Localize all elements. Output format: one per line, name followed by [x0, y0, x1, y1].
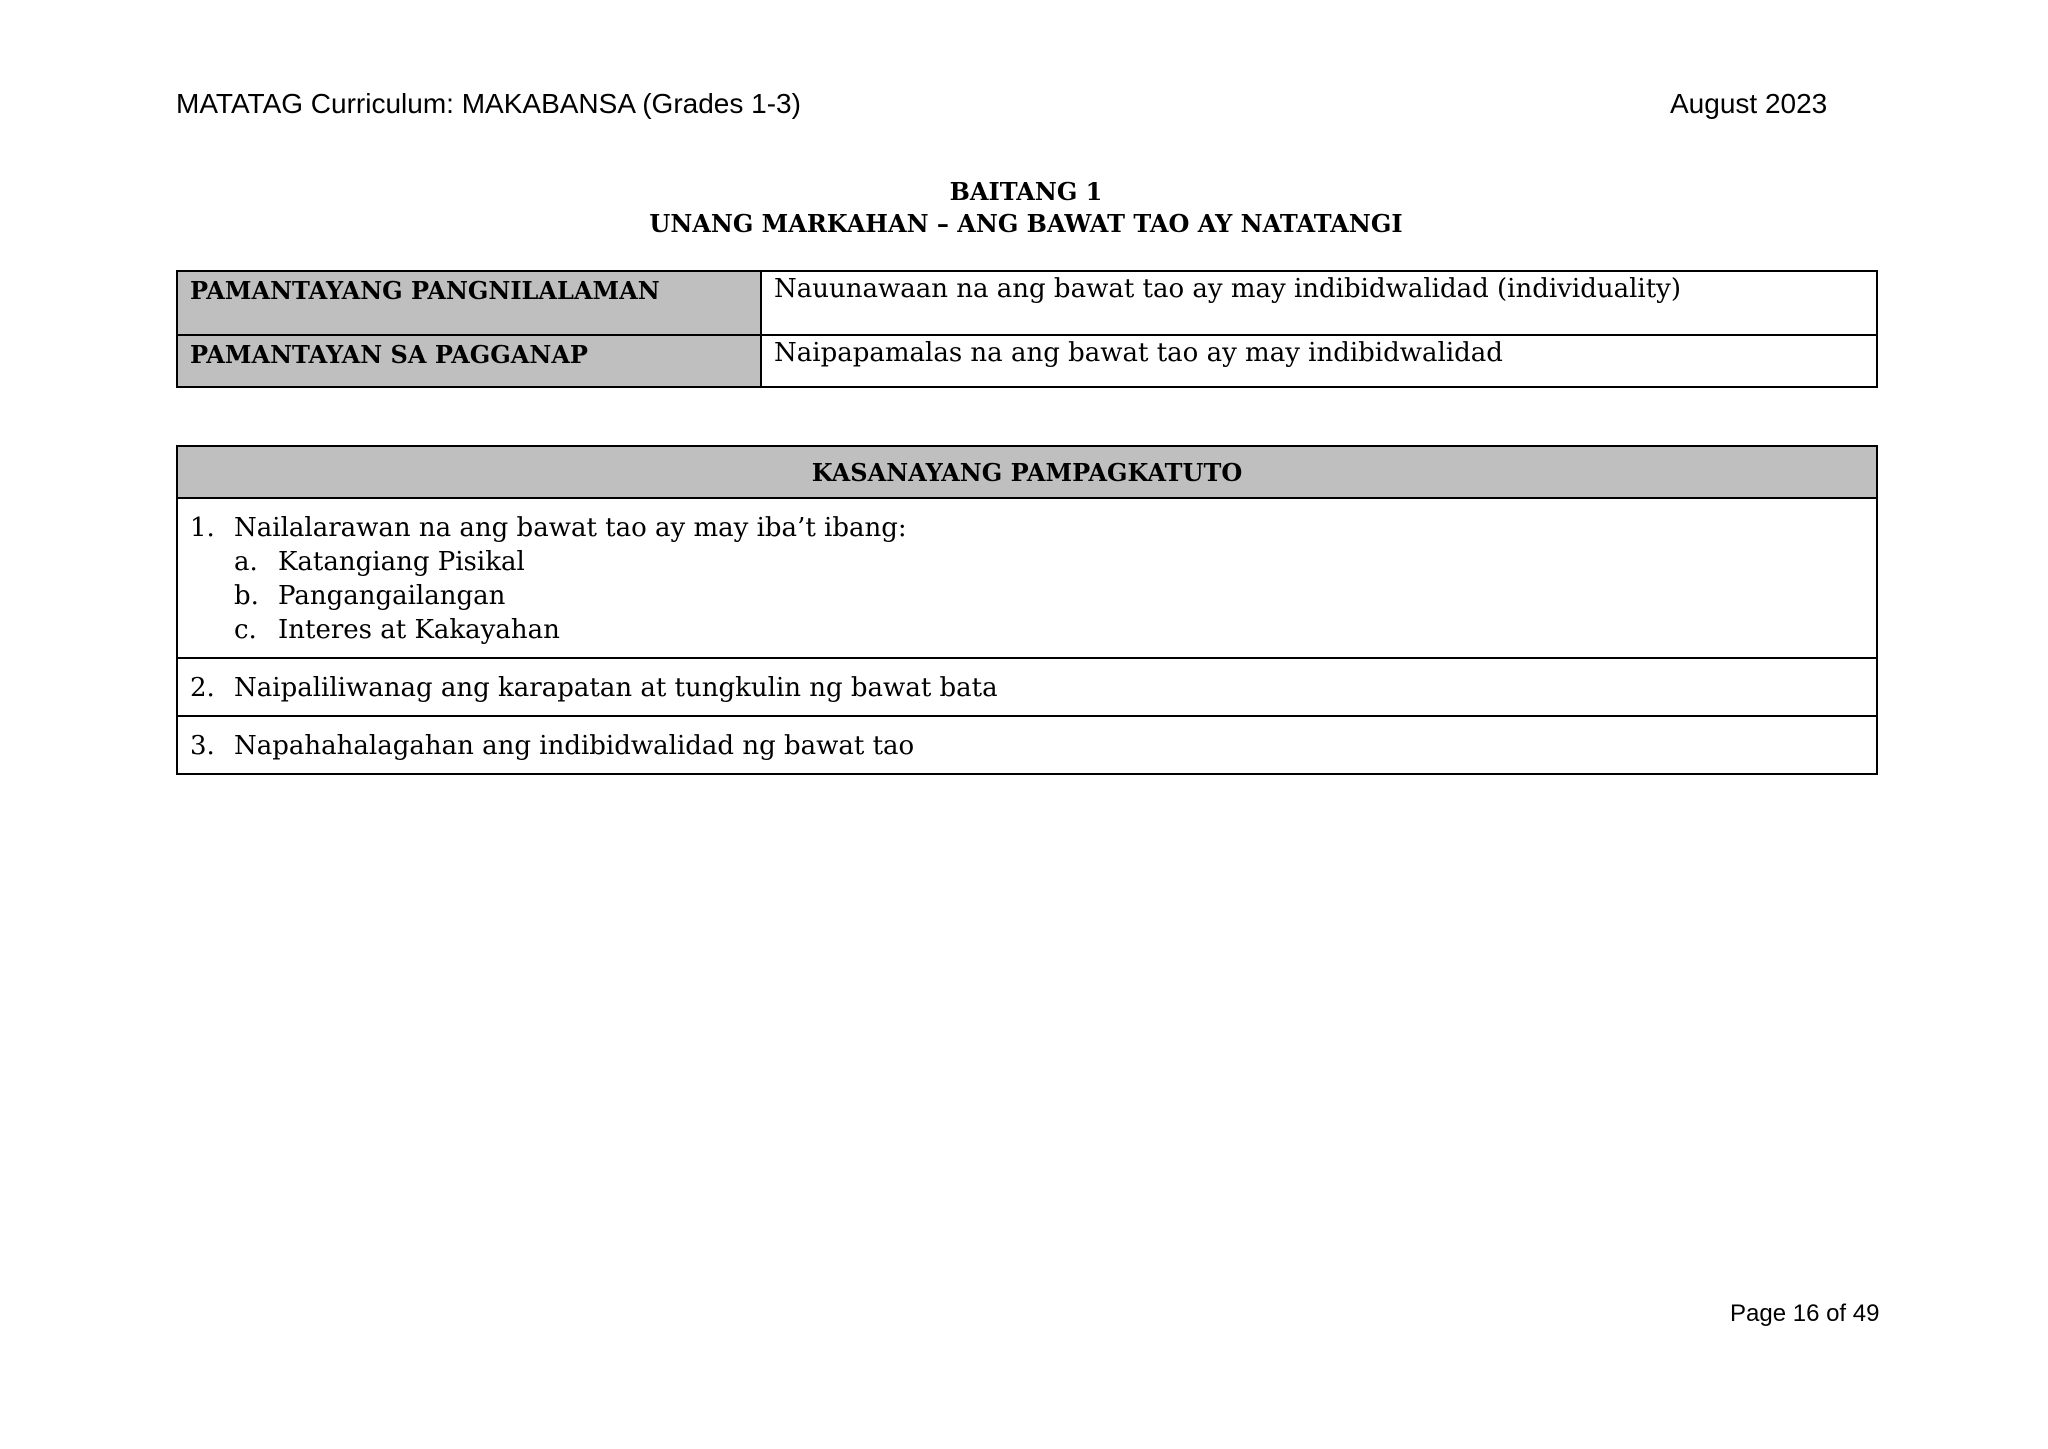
list-item — [190, 671, 1864, 705]
item-number: 3. — [190, 731, 215, 761]
sub-item-text: Katangiang Pisikal — [278, 547, 525, 577]
competency-cell-1 — [177, 498, 1877, 658]
content-standard-label: PAMANTAYANG PANGNILALAMAN — [177, 271, 761, 335]
item-number: 1. — [190, 513, 215, 543]
grade-title: BAITANG 1 — [949, 177, 1103, 206]
table-row — [177, 716, 1877, 774]
table-header-row — [177, 446, 1877, 498]
sub-list-item — [234, 545, 1864, 579]
page-number: Page 16 of 49 — [1730, 1300, 1880, 1327]
table-row — [177, 658, 1877, 716]
document-header-date: August 2023 — [1670, 88, 1828, 119]
item-number: 2. — [190, 673, 215, 703]
competencies-heading: KASANAYANG PAMPAGKATUTO — [177, 446, 1877, 498]
quarter-title: UNANG MARKAHAN – ANG BAWAT TAO AY NATATANGI — [649, 209, 1403, 238]
table-row — [177, 271, 1877, 335]
sub-list — [234, 545, 1864, 647]
list-item — [190, 729, 1864, 763]
sub-item-letter: c. — [234, 615, 257, 645]
competencies-table — [176, 445, 1878, 775]
content-standard-value: Nauunawaan na ang bawat tao ay may indibidwalidad (individuality) — [761, 271, 1877, 335]
sub-item-letter: a. — [234, 547, 258, 577]
sub-item-letter: b. — [234, 581, 259, 611]
competency-cell-3 — [177, 716, 1877, 774]
list-item — [190, 511, 1864, 545]
table-row — [177, 498, 1877, 658]
table-row — [177, 335, 1877, 387]
competency-cell-2 — [177, 658, 1877, 716]
item-text: Nailalarawan na ang bawat tao ay may iba’t ibang: — [234, 513, 907, 543]
sub-item-text: Pangangailangan — [278, 581, 506, 611]
sub-list-item — [234, 613, 1864, 647]
standards-table — [176, 270, 1878, 388]
sub-list-item — [234, 579, 1864, 613]
document-header-title: MATATAG Curriculum: MAKABANSA (Grades 1-3) — [176, 88, 801, 119]
performance-standard-value: Naipapamalas na ang bawat tao ay may indibidwalidad — [761, 335, 1877, 387]
section-title — [176, 176, 1876, 240]
item-text: Naipaliliwanag ang karapatan at tungkulin ng bawat bata — [234, 673, 998, 703]
performance-standard-label: PAMANTAYAN SA PAGGANAP — [177, 335, 761, 387]
item-text: Napahahalagahan ang indibidwalidad ng bawat tao — [234, 731, 915, 761]
sub-item-text: Interes at Kakayahan — [278, 615, 560, 645]
